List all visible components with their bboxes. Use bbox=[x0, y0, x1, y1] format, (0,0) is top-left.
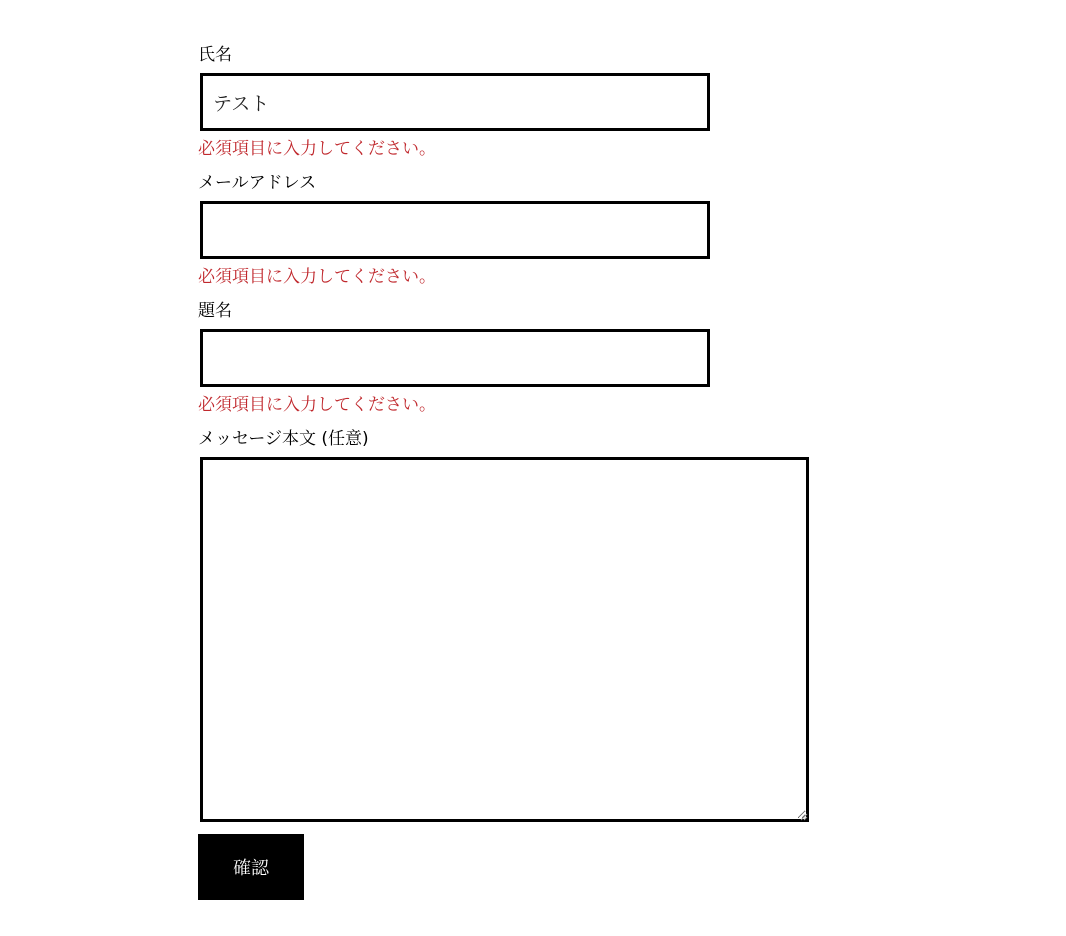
email-error-message: 必須項目に入力してください。 bbox=[198, 267, 436, 287]
subject-error-message: 必須項目に入力してください。 bbox=[198, 395, 436, 415]
name-input[interactable] bbox=[200, 73, 710, 131]
subject-input[interactable] bbox=[200, 329, 710, 387]
message-textarea[interactable] bbox=[200, 457, 809, 822]
subject-label: 題名 bbox=[198, 301, 232, 321]
email-label: メールアドレス bbox=[198, 173, 317, 193]
confirm-button[interactable]: 確認 bbox=[198, 834, 304, 900]
email-input[interactable] bbox=[200, 201, 710, 259]
name-label: 氏名 bbox=[198, 45, 232, 65]
message-label: メッセージ本文 (任意) bbox=[198, 429, 369, 449]
name-error-message: 必須項目に入力してください。 bbox=[198, 139, 436, 159]
